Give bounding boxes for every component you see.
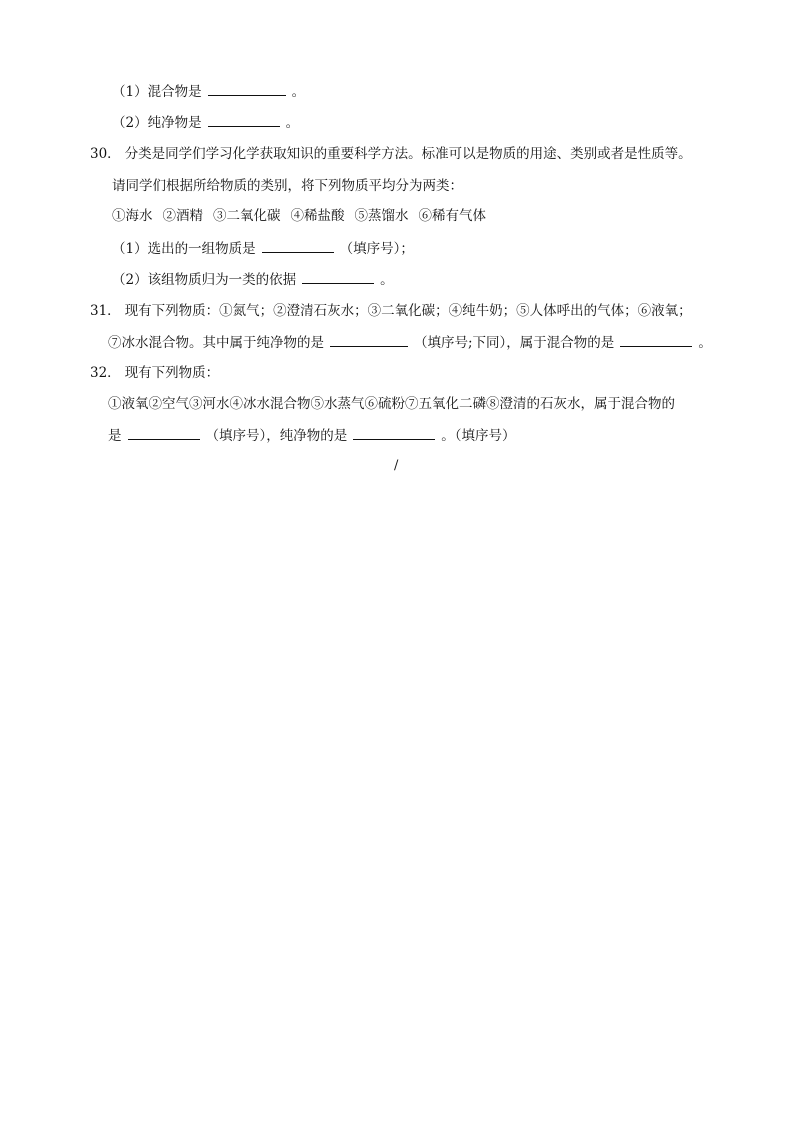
q31-line1-text: 现有下列物质：①氮气；②澄清石灰水；③二氧化碳；④纯牛奶；⑤人体呼出的气体；⑥液氧； [124,303,692,319]
q29-part1-label: （1）混合物是 [112,84,202,100]
q30-option-4: ④稀盐酸 [290,208,345,224]
q29-part2-label: （2）纯净物是 [112,115,202,131]
q31-line2-mid: （填序号;下同），属于混合物的是 [414,335,615,351]
q30-part1-label: （1）选出的一组物质是 [112,241,256,257]
q30-part1 [112,239,414,258]
q30-intro-text: 分类是同学们学习化学获取知识的重要科学方法。标准可以是物质的用途、类别或者是性质等。 [124,146,692,162]
q32-intro-text: 现有下列物质： [124,365,220,381]
q31-mixture-answer-blank[interactable] [620,333,692,347]
q32-line1: ①液氧②空气③河水④冰水混合物⑤水蒸气⑥硫粉⑦五氧化二磷⑧澄清的石灰水，属于混合物的 [108,396,675,412]
q30-options [112,207,496,225]
q30-part1-answer-blank[interactable] [262,239,334,253]
q30-part2-label: （2）该组物质归为一类的依据 [112,272,297,288]
q30-intro [90,145,692,163]
q29-part1-answer-blank[interactable] [208,82,286,96]
q29-part2-end: 。 [285,115,300,131]
q30-number: 30． [90,146,121,162]
q32-number: 32． [90,365,121,381]
q32-line2-end: 。（填序号） [441,428,516,444]
q32-line2-start: 是 [108,428,122,444]
q32-intro [90,364,219,382]
q29-part2 [112,113,299,132]
q31-number: 31． [90,303,121,319]
q31-line1 [90,302,692,320]
q29-part1 [112,82,305,101]
q31-line2 [108,333,712,352]
q32-line2-mid: （填序号），纯净物的是 [205,428,348,444]
q30-part2-end: 。 [380,272,394,288]
q31-line2-end: 。 [698,335,712,351]
q30-option-5: ⑤蒸馏水 [354,208,409,224]
q30-option-1: ①海水 [112,208,153,224]
page-footer-mark: / [394,458,399,473]
q30-instruction: 请同学们根据所给物质的类别，将下列物质平均分为两类： [112,178,463,194]
q30-part1-end: （填序号）； [339,241,414,257]
q30-option-2: ②酒精 [162,208,203,224]
q30-option-6: ⑥稀有气体 [418,208,486,224]
q30-part2 [112,270,394,289]
q32-pure-answer-blank[interactable] [353,426,435,440]
q32-mixture-answer-blank[interactable] [128,426,200,440]
q31-line2-start: ⑦冰水混合物。其中属于纯净物的是 [108,335,324,351]
q30-option-3: ③二氧化碳 [213,208,281,224]
q32-line2 [108,426,516,445]
q31-pure-answer-blank[interactable] [330,333,408,347]
q29-part2-answer-blank[interactable] [208,113,280,127]
q30-part2-answer-blank[interactable] [302,270,374,284]
q29-part1-end: 。 [291,84,306,100]
